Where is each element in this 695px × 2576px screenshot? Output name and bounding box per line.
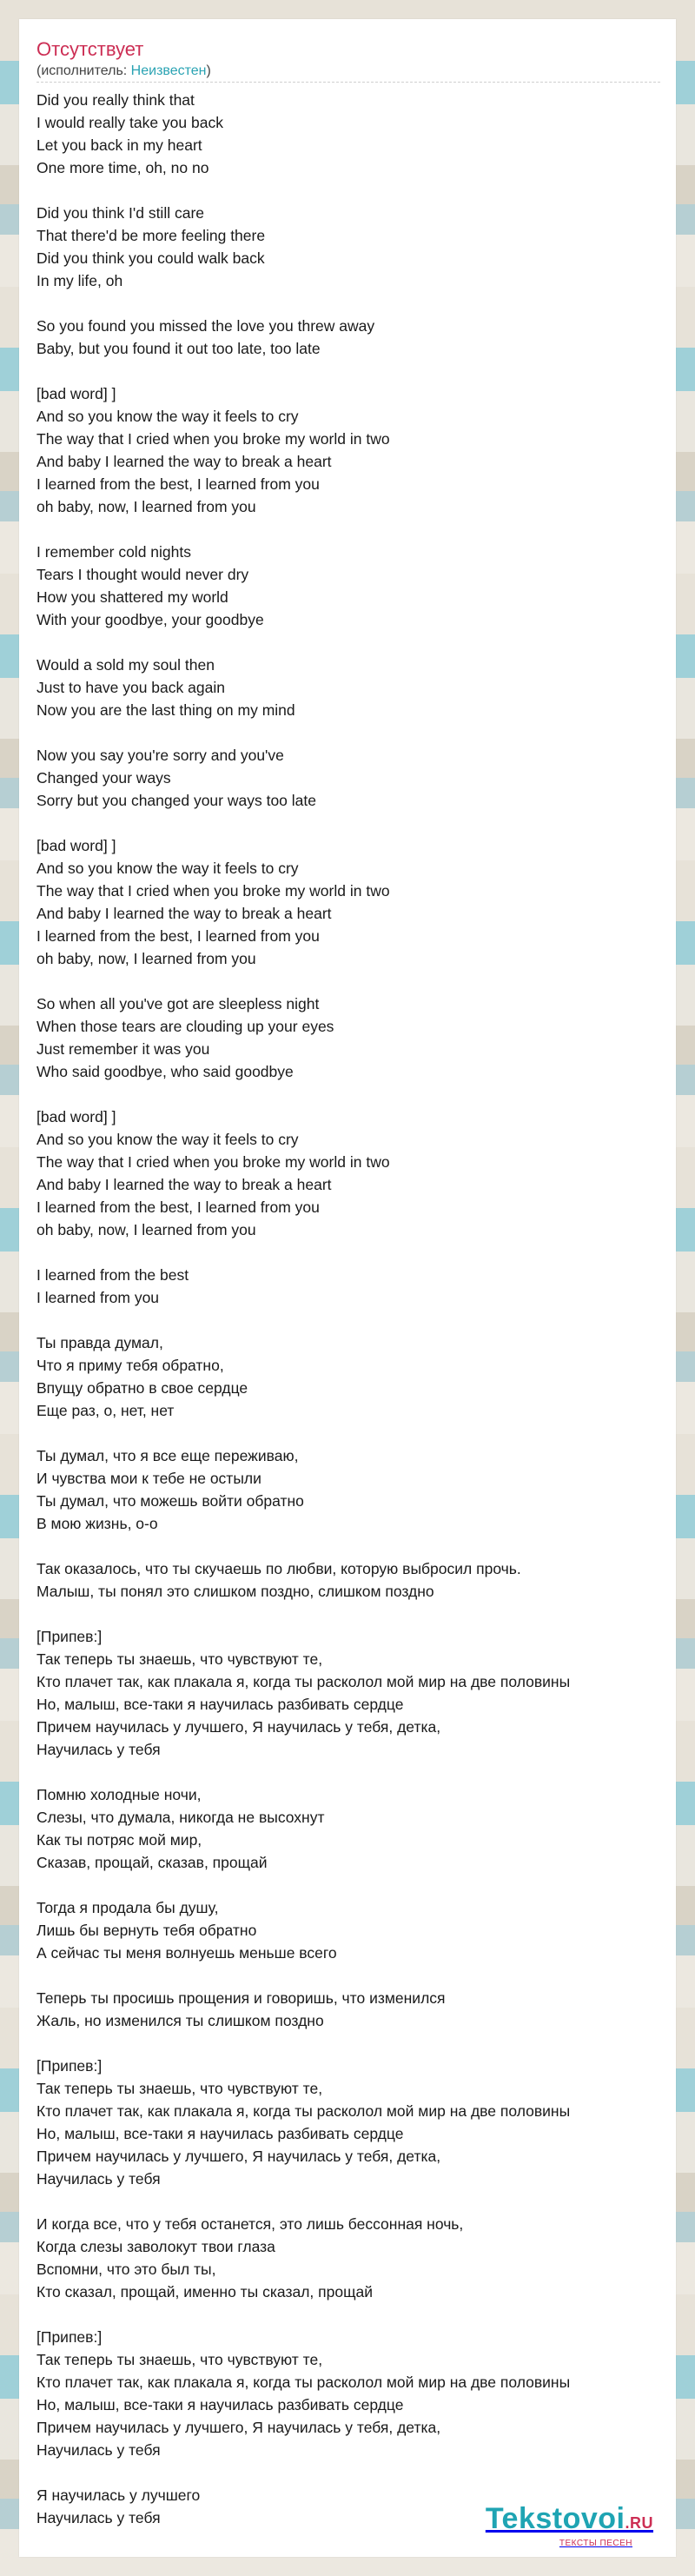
lyrics-line: Помню холодные ночи, xyxy=(36,1786,202,1803)
lyrics-line: Ты думал, что можешь войти обратно xyxy=(36,1492,304,1510)
lyrics-line: I learned from the best xyxy=(36,1266,189,1284)
lyrics-line: Now you say you're sorry and you've xyxy=(36,747,284,764)
lyrics-blank-line xyxy=(36,721,671,744)
lyrics-line: Кто плачет так, как плакала я, когда ты расколол мой мир на две половины xyxy=(36,2102,571,2120)
lyrics-blank-line xyxy=(36,179,671,202)
lyrics-line: And baby I learned the way to break a heart xyxy=(36,453,332,470)
header-divider xyxy=(36,82,660,83)
lyrics-line: [Припев:] xyxy=(36,2057,103,2075)
lyrics-line: oh baby, now, I learned from you xyxy=(36,498,256,515)
logo-name: Tekstovoi xyxy=(485,2502,626,2535)
lyrics-blank-line xyxy=(36,1309,671,1331)
lyrics-line: I learned from you xyxy=(36,1289,160,1306)
lyrics-line: Когда слезы заволокут твои глаза xyxy=(36,2238,275,2255)
lyrics-line: [Припев:] xyxy=(36,1628,103,1645)
site-logo[interactable] xyxy=(486,2503,653,2548)
lyrics-line: So when all you've got are sleepless night xyxy=(36,995,320,1012)
lyrics-line: Тогда я продала бы душу, xyxy=(36,1899,219,1916)
lyrics-blank-line xyxy=(36,2032,671,2055)
lyrics-line: Малыш, ты понял это слишком поздно, слишком поздно xyxy=(36,1583,434,1600)
lyrics-line: Но, малыш, все-таки я научилась разбивать сердце xyxy=(36,1696,404,1713)
lyrics-blank-line xyxy=(36,970,671,993)
lyrics-line: Но, малыш, все-таки я научилась разбивать сердце xyxy=(36,2125,404,2142)
lyrics-blank-line xyxy=(36,1422,671,1444)
logo-tld: .RU xyxy=(625,2514,653,2532)
lyrics-line: Так теперь ты знаешь, что чувствуют те, xyxy=(36,2351,323,2368)
lyrics-blank-line xyxy=(36,1761,671,1783)
lyrics-blank-line xyxy=(36,1083,671,1105)
lyrics-line: Научилась у тебя xyxy=(36,2441,161,2459)
lyrics-line: [bad word] ] xyxy=(36,385,116,402)
lyrics-line: And baby I learned the way to break a heart xyxy=(36,1176,332,1193)
lyrics-line: The way that I cried when you broke my world in two xyxy=(36,430,390,448)
lyrics-line: One more time, oh, no no xyxy=(36,159,209,176)
lyrics-line: The way that I cried when you broke my world in two xyxy=(36,1153,390,1171)
lyrics-line: Причем научилась у лучшего, Я научилась у тебя, детка, xyxy=(36,1718,441,1736)
lyrics-line: Did you think I'd still care xyxy=(36,204,205,222)
lyrics-line: Sorry but you changed your ways too late xyxy=(36,792,316,809)
lyrics-line: Я научилась у лучшего xyxy=(36,2486,201,2504)
lyrics-line: I learned from the best, I learned from you xyxy=(36,475,320,493)
lyrics-line: So you found you missed the love you threw away xyxy=(36,317,375,335)
lyrics-line: The way that I cried when you broke my world in two xyxy=(36,882,390,900)
artist-suffix: ) xyxy=(206,63,211,78)
lyrics-line: Теперь ты просишь прощения и говоришь, что изменился xyxy=(36,1989,446,2007)
lyrics-blank-line xyxy=(36,1603,671,1625)
lyrics-line: I would really take you back xyxy=(36,114,223,131)
lyrics-line: Но, малыш, все-таки я научилась разбивать сердце xyxy=(36,2396,404,2413)
lyrics-line: Так теперь ты знаешь, что чувствуют те, xyxy=(36,2080,323,2097)
lyrics-blank-line xyxy=(36,2303,671,2326)
lyrics-line: Did you think you could walk back xyxy=(36,249,265,267)
lyrics-blank-line xyxy=(36,2461,671,2484)
logo-wordmark xyxy=(486,2503,653,2539)
artist-prefix: (исполнитель: xyxy=(36,63,131,78)
lyrics-blank-line xyxy=(36,360,671,382)
artist-link[interactable]: Неизвестен xyxy=(130,63,207,78)
lyrics-line: And so you know the way it feels to cry xyxy=(36,860,299,877)
lyrics-line: Лишь бы вернуть тебя обратно xyxy=(36,1922,257,1939)
lyrics-blank-line xyxy=(36,1874,671,1896)
lyrics-line: Just to have you back again xyxy=(36,679,225,696)
lyrics-line: Tears I thought would never dry xyxy=(36,566,249,583)
lyrics-line: oh baby, now, I learned from you xyxy=(36,1221,256,1238)
lyrics-line: Кто плачет так, как плакала я, когда ты расколол мой мир на две половины xyxy=(36,2374,571,2391)
lyrics-line: Кто плачет так, как плакала я, когда ты расколол мой мир на две половины xyxy=(36,1673,571,1690)
lyrics-blank-line xyxy=(36,1535,671,1557)
lyrics-line: В мою жизнь, о-о xyxy=(36,1515,158,1532)
lyrics-line: And so you know the way it feels to cry xyxy=(36,408,299,425)
lyrics-line: Сказав, прощай, сказав, прощай xyxy=(36,1854,268,1871)
lyrics-line: Changed your ways xyxy=(36,769,171,787)
lyrics-line: Baby, but you found it out too late, too late xyxy=(36,340,321,357)
lyrics-line: Just remember it was you xyxy=(36,1040,210,1058)
lyrics-line: And so you know the way it feels to cry xyxy=(36,1131,299,1148)
lyrics-line: I learned from the best, I learned from you xyxy=(36,1198,320,1216)
lyrics-line: Now you are the last thing on my mind xyxy=(36,701,295,719)
lyrics-line: Научилась у тебя xyxy=(36,2509,161,2526)
lyrics-blank-line xyxy=(36,631,671,654)
lyrics-line: Ты думал, что я все еще переживаю, xyxy=(36,1447,299,1464)
lyrics-line: Что я приму тебя обратно, xyxy=(36,1357,224,1374)
lyrics-line: How you shattered my world xyxy=(36,588,228,606)
lyrics-line: Did you really think that xyxy=(36,91,195,109)
lyrics-line: In my life, oh xyxy=(36,272,123,289)
lyrics-line: oh baby, now, I learned from you xyxy=(36,950,256,967)
lyrics-card xyxy=(19,19,676,2557)
lyrics-line: Научилась у тебя xyxy=(36,2170,161,2188)
lyrics-line: [Припев:] xyxy=(36,2328,103,2346)
lyrics-text xyxy=(36,89,671,2529)
lyrics-line: [bad word] ] xyxy=(36,837,116,854)
lyrics-line: Жаль, но изменился ты слишком поздно xyxy=(36,2012,324,2029)
lyrics-line: Причем научилась у лучшего, Я научилась у тебя, детка, xyxy=(36,2419,441,2436)
lyrics-line: Ты правда думал, xyxy=(36,1334,163,1351)
lyrics-line: И когда все, что у тебя останется, это лишь бессонная ночь, xyxy=(36,2215,464,2233)
lyrics-line: Let you back in my heart xyxy=(36,136,202,154)
lyrics-blank-line xyxy=(36,812,671,834)
lyrics-line: Who said goodbye, who said goodbye xyxy=(36,1063,294,1080)
lyrics-line: Как ты потряс мой мир, xyxy=(36,1831,202,1849)
artist-line xyxy=(36,63,211,80)
lyrics-line: Так оказалось, что ты скучаешь по любви, которую выбросил прочь. xyxy=(36,1560,521,1577)
lyrics-line: [bad word] ] xyxy=(36,1108,116,1125)
lyrics-line: И чувства мои к тебе не остыли xyxy=(36,1470,261,1487)
lyrics-line: Научилась у тебя xyxy=(36,1741,161,1758)
lyrics-line: Впущу обратно в свое сердце xyxy=(36,1379,248,1397)
lyrics-line: And baby I learned the way to break a heart xyxy=(36,905,332,922)
logo-tagline: ТЕКСТЫ ПЕСЕН xyxy=(559,2539,632,2548)
lyrics-line: Так теперь ты знаешь, что чувствуют те, xyxy=(36,1650,323,1668)
lyrics-line: That there'd be more feeling there xyxy=(36,227,266,244)
lyrics-line: Причем научилась у лучшего, Я научилась у тебя, детка, xyxy=(36,2148,441,2165)
lyrics-blank-line xyxy=(36,292,671,315)
lyrics-line: With your goodbye, your goodbye xyxy=(36,611,264,628)
lyrics-blank-line xyxy=(36,518,671,541)
lyrics-line: When those tears are clouding up your eyes xyxy=(36,1018,334,1035)
lyrics-blank-line xyxy=(36,1964,671,1987)
lyrics-blank-line xyxy=(36,2190,671,2213)
lyrics-line: Еще раз, о, нет, нет xyxy=(36,1402,175,1419)
lyrics-line: I learned from the best, I learned from you xyxy=(36,927,320,945)
lyrics-line: Вспомни, что это был ты, xyxy=(36,2261,216,2278)
lyrics-line: Кто сказал, прощай, именно ты сказал, прощай xyxy=(36,2283,373,2300)
lyrics-line: А сейчас ты меня волнуешь меньше всего xyxy=(36,1944,337,1962)
lyrics-line: I remember cold nights xyxy=(36,543,191,561)
lyrics-line: Слезы, что думала, никогда не высохнут xyxy=(36,1809,325,1826)
song-title: Отсутствует xyxy=(36,38,144,60)
lyrics-line: Would a sold my soul then xyxy=(36,656,215,674)
lyrics-blank-line xyxy=(36,1241,671,1264)
